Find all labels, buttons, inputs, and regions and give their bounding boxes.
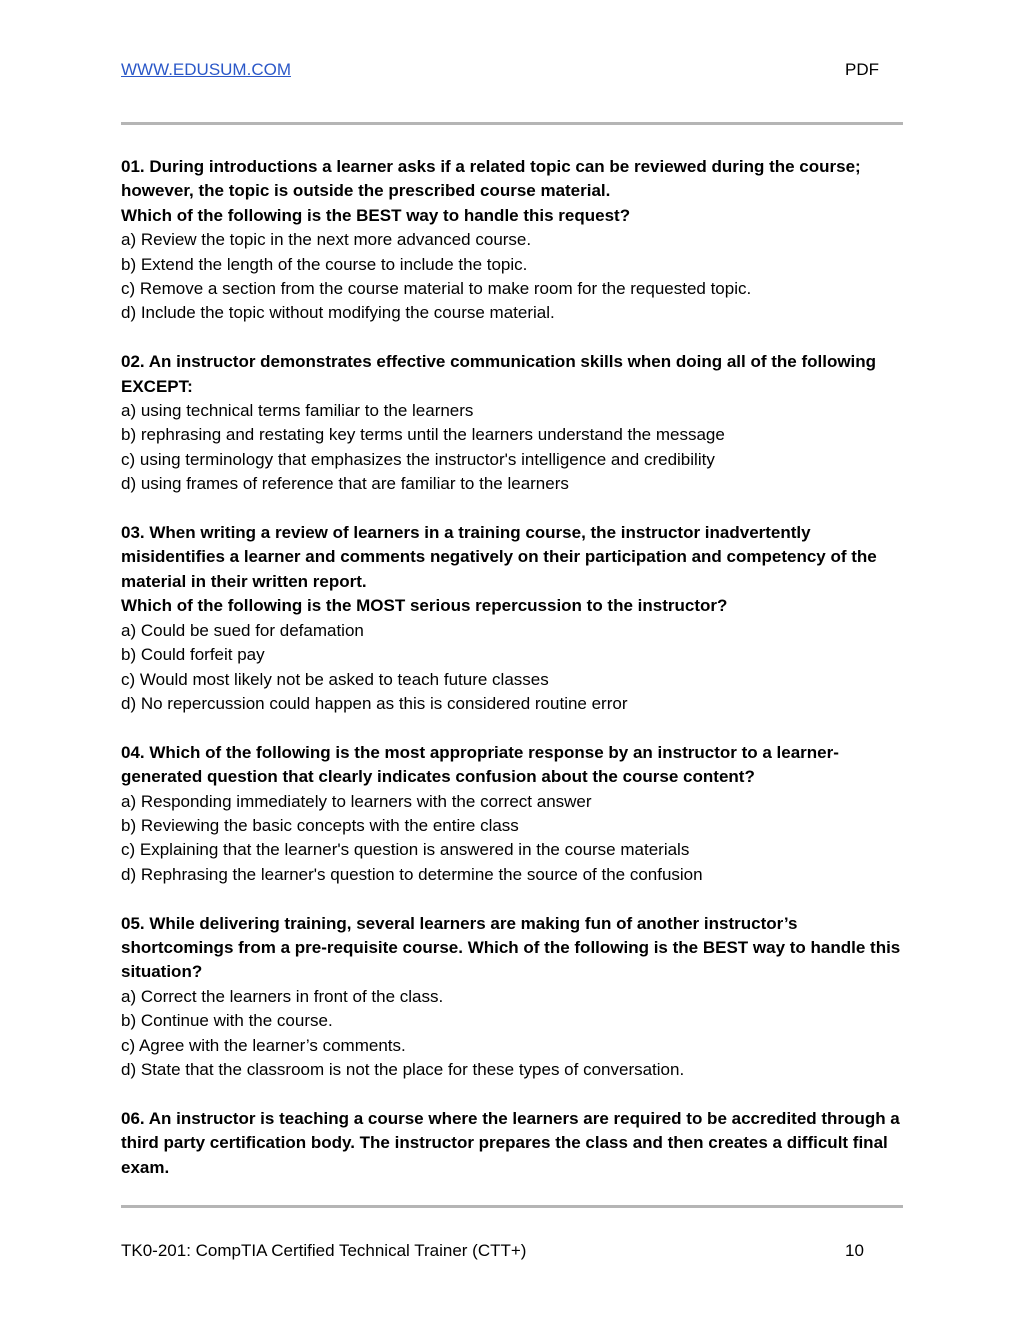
question-text: 02. An instructor demonstrates effective communication skills when doing all of the following EXCEPT: xyxy=(121,352,877,396)
option-d: d) using frames of reference that are familiar to the learners xyxy=(121,474,569,494)
question-text: 01. During introductions a learner asks if a related topic can be reviewed during the course; however, the topic is outside the prescribed course material. xyxy=(121,157,861,201)
question-02 xyxy=(121,350,903,496)
question-prompt: Which of the following is the BEST way to handle this request? xyxy=(121,205,631,225)
option-b: b) Reviewing the basic concepts with the entire class xyxy=(121,815,519,835)
page-number: 10 xyxy=(845,1241,864,1260)
option-list xyxy=(121,399,903,497)
question-06 xyxy=(121,1107,903,1180)
option-a: a) Correct the learners in front of the class. xyxy=(121,986,444,1006)
option-b: b) Continue with the course. xyxy=(121,1011,333,1031)
option-list xyxy=(121,985,903,1083)
option-list xyxy=(121,228,903,326)
option-c: c) Would most likely not be asked to teach future classes xyxy=(121,669,549,689)
option-list xyxy=(121,619,903,717)
site-link[interactable]: WWW.EDUSUM.COM xyxy=(121,60,291,79)
option-b: b) Extend the length of the course to include the topic. xyxy=(121,254,528,274)
question-text: 06. An instructor is teaching a course where the learners are required to be accredited through a third party certification body. The instructor prepares the class and then creates a difficult final exam. xyxy=(121,1108,900,1177)
question-04 xyxy=(121,741,903,887)
question-text: 03. When writing a review of learners in a training course, the instructor inadvertently misidentifies a learner and comments negatively on their participation and competency of the material in their written report. xyxy=(121,523,877,591)
option-d: d) Include the topic without modifying the course material. xyxy=(121,303,555,323)
option-c: c) Remove a section from the course material to make room for the requested topic. xyxy=(121,279,752,299)
question-05 xyxy=(121,912,903,1083)
option-d: d) No repercussion could happen as this is considered routine error xyxy=(121,693,628,713)
question-list xyxy=(121,155,903,1180)
option-c: c) Agree with the learner’s comments. xyxy=(121,1035,406,1055)
option-d: d) Rephrasing the learner's question to determine the source of the confusion xyxy=(121,864,703,884)
question-text: 05. While delivering training, several learners are making fun of another instructor’s shortcomings from a pre-requisite course. Which of the following is the BEST way to handle this situation? xyxy=(121,913,901,982)
footer-title: TK0-201: CompTIA Certified Technical Trainer (CTT+) xyxy=(121,1241,527,1260)
header-divider xyxy=(121,122,903,125)
question-03 xyxy=(121,521,903,716)
option-c: c) using terminology that emphasizes the instructor's intelligence and credibility xyxy=(121,449,715,469)
option-b: b) rephrasing and restating key terms until the learners understand the message xyxy=(121,425,725,445)
question-prompt: Which of the following is the MOST serious repercussion to the instructor? xyxy=(121,596,728,616)
option-a: a) Review the topic in the next more advanced course. xyxy=(121,230,532,250)
option-a: a) Responding immediately to learners with the correct answer xyxy=(121,791,592,811)
question-01 xyxy=(121,155,903,326)
option-a: a) Could be sued for defamation xyxy=(121,620,364,640)
format-label: PDF xyxy=(845,60,879,79)
option-d: d) State that the classroom is not the place for these types of conversation. xyxy=(121,1059,685,1079)
option-list xyxy=(121,790,903,888)
option-a: a) using technical terms familiar to the learners xyxy=(121,401,474,421)
footer-divider xyxy=(121,1205,903,1208)
option-b: b) Could forfeit pay xyxy=(121,645,265,665)
question-text: 04. Which of the following is the most appropriate response by an instructor to a learner-generated question that clearly indicates confusion about the course content? xyxy=(121,742,839,787)
option-c: c) Explaining that the learner's question is answered in the course materials xyxy=(121,840,690,860)
